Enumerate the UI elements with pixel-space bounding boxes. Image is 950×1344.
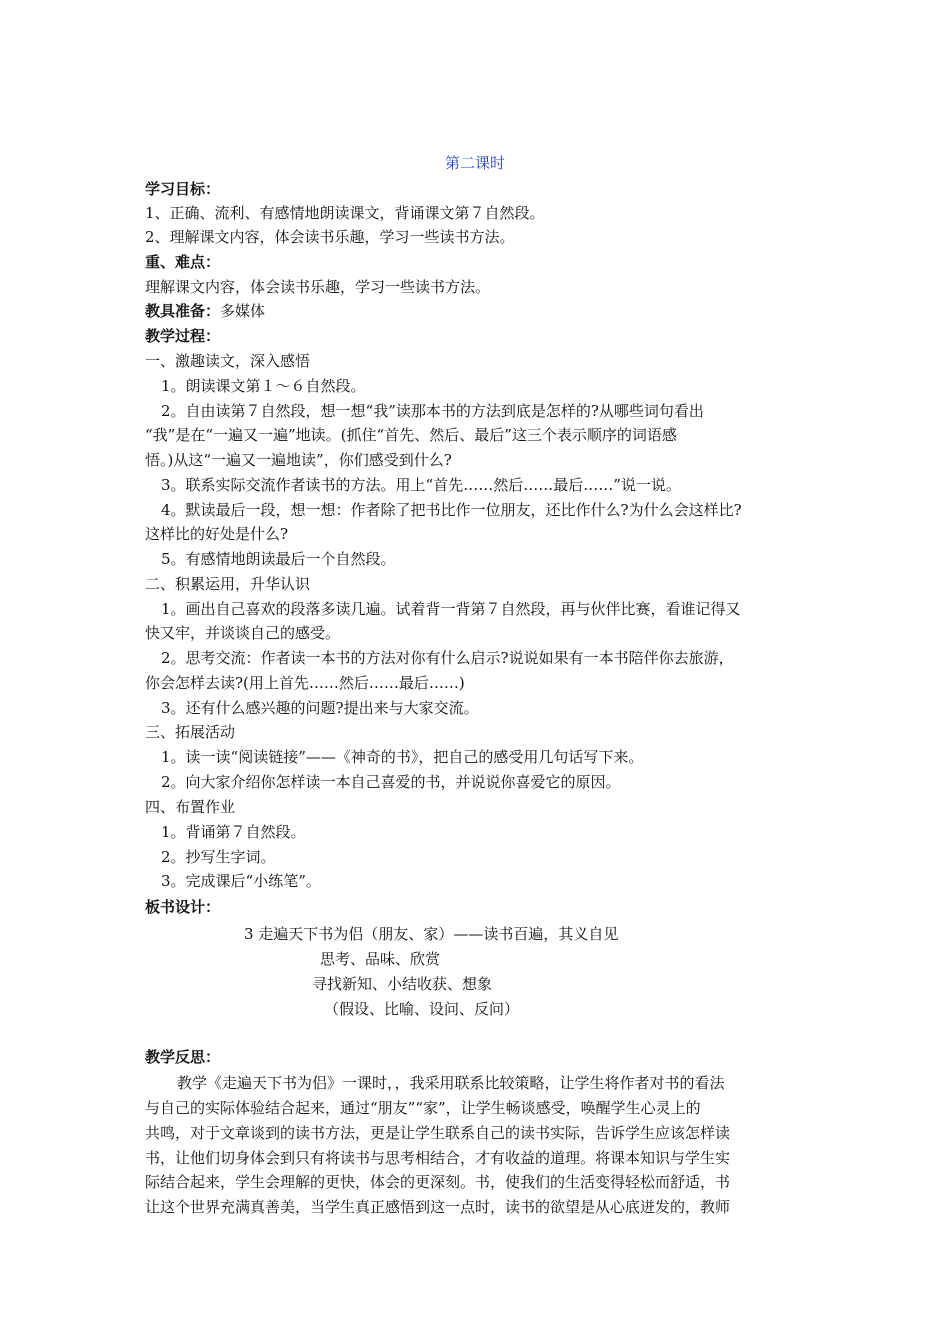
reflection-line-4: 书，让他们切身体会到只有将读书与思考相结合，才有收益的道理。将课本知识与学生实 (145, 1149, 731, 1167)
s4-item-2: 2。抄写生字词。 (161, 848, 276, 866)
board-line-4: （假设、比喻、设问、反问） (324, 1000, 520, 1018)
materials-heading: 教具准备： (145, 302, 221, 320)
s1-item-5: 5。有感情地朗读最后一个自然段。 (161, 550, 396, 568)
s1-item-4b: 这样比的好处是什么? (145, 525, 289, 543)
s2-item-1b: 快又牢，并谈谈自己的感受。 (145, 624, 341, 642)
board-line-1: 3 走遍天下书为侣（朋友、家）——读书百遍，其义自见 (244, 925, 619, 943)
board-line-3: 寻找新知、小结收获、想象 (312, 975, 493, 993)
key-points-text: 理解课文内容，体会读书乐趣，学习一些读书方法。 (145, 278, 491, 296)
section-4-title: 四、布置作业 (145, 798, 236, 816)
reflection-line-5: 际结合起来，学生会理解的更快，体会的更深刻。书，使我们的生活变得轻松而舒适，书 (145, 1173, 731, 1191)
board-heading: 板书设计： (145, 898, 221, 916)
s3-item-1: 1。读一读“阅读链接”——《神奇的书》，把自己的感受用几句话写下来。 (161, 748, 644, 766)
s2-item-2b: 你会怎样去读?(用上首先……然后……最后……) (145, 674, 465, 692)
reflection-line-6: 让这个世界充满真善美，当学生真正感悟到这一点时，读书的欲望是从心底迸发的，教师 (145, 1198, 731, 1216)
process-heading: 教学过程： (145, 327, 221, 345)
materials-line (145, 300, 815, 322)
s1-item-1: 1。朗读课文第１～６自然段。 (161, 377, 366, 395)
s2-item-2a: 2。思考交流：作者读一本书的方法对你有什么启示?说说如果有一本书陪伴你去旅游， (161, 649, 734, 667)
s4-item-3: 3。完成课后“小练笔”。 (161, 872, 321, 890)
key-points-heading: 重、难点： (145, 253, 221, 271)
goal-item-2: 2、理解课文内容，体会读书乐趣，学习一些读书方法。 (145, 228, 515, 246)
s1-item-3: 3。联系实际交流作者读书的方法。用上“首先……然后……最后……”说一说。 (161, 476, 681, 494)
reflection-line-3: 共鸣，对于文章谈到的读书方法，更是让学生联系自己的读书实际，告诉学生应该怎样读 (145, 1124, 731, 1142)
section-2-title: 二、积累运用，升华认识 (145, 575, 311, 593)
s1-item-4a: 4。默读最后一段，想一想：作者除了把书比作一位朋友，还比作什么?为什么会这样比? (161, 501, 742, 519)
reflection-line-2: 与自己的实际体验结合起来，通过“朋友”“家”，让学生畅谈感受，唤醒学生心灵上的 (145, 1099, 701, 1117)
s4-item-1: 1。背诵第７自然段。 (161, 823, 306, 841)
s1-item-2b: “我”是在“一遍又一遍”地读。(抓住“首先、然后、最后”这三个表示顺序的词语感 (145, 426, 677, 444)
goal-item-1: 1、正确、流利、有感情地朗读课文，背诵课文第７自然段。 (145, 204, 545, 222)
s1-item-2a: 2。自由读第７自然段，想一想“我”读那本书的方法到底是怎样的?从哪些词句看出 (161, 402, 704, 420)
section-1-title: 一、激趣读文，深入感悟 (145, 352, 311, 370)
s3-item-2: 2。向大家介绍你怎样读一本自己喜爱的书，并说说你喜爱它的原因。 (161, 773, 621, 791)
s1-item-2c: 悟。)从这“一遍又一遍地读”，你们感受到什么? (145, 451, 452, 469)
reflection-heading: 教学反思： (145, 1048, 221, 1066)
board-line-2: 思考、品味、欣赏 (320, 950, 441, 968)
s2-item-3: 3。还有什么感兴趣的问题?提出来与大家交流。 (161, 699, 479, 717)
goals-heading: 学习目标： (145, 180, 221, 198)
section-3-title: 三、拓展活动 (145, 723, 236, 741)
s2-item-1a: 1。画出自己喜欢的段落多读几遍。试着背一背第７自然段，再与伙伴比赛，看谁记得又 (161, 600, 741, 618)
materials-text: 多媒体 (220, 302, 266, 320)
page-title: 第二课时 (444, 154, 505, 172)
reflection-line-1: 教学《走遍天下书为侣》一课时，，我采用联系比较策略，让学生将作者对书的看法 (177, 1074, 725, 1092)
